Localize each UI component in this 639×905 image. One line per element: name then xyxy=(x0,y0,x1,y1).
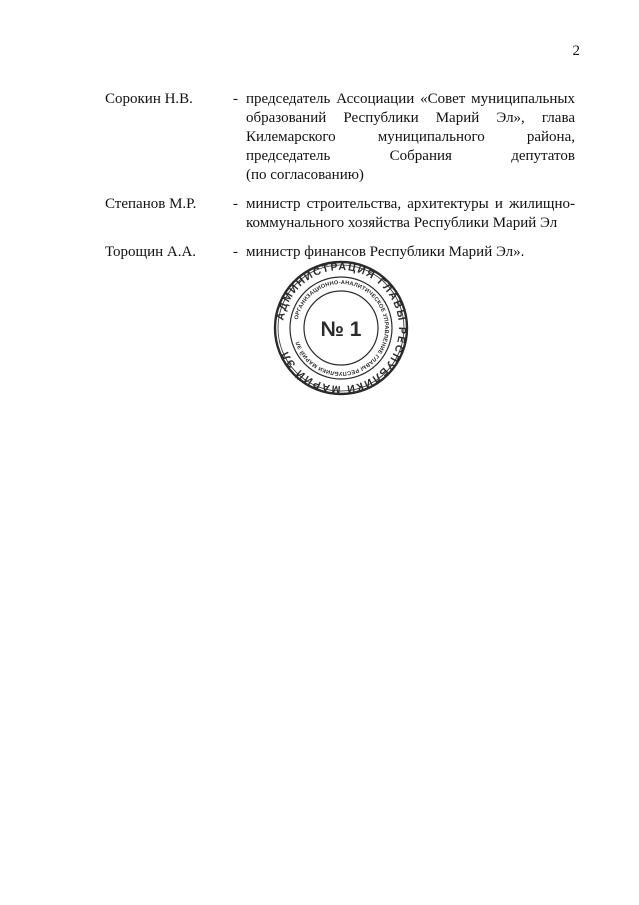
position-line: министр финансов Республики Марий Эл». xyxy=(246,244,525,260)
member-list xyxy=(105,90,575,272)
position-line: Килемарского муниципального района, xyxy=(246,129,575,145)
position-line: образований Республики Марий Эл», глава xyxy=(246,110,575,126)
position-line: министр строительства, архитектуры и жилищно- xyxy=(246,196,575,212)
member-name: Торощин А.А. xyxy=(105,244,197,260)
member-dash: - xyxy=(233,196,238,212)
member-entry-stepanov xyxy=(105,195,575,233)
seal-inner-text-path: ОРГАНИЗАЦИОННО-АНАЛИТИЧЕСКОЕ УПРАВЛЕНИЕ ГЛАВЫ РЕСПУБЛИКИ МАРИЙ ЭЛ xyxy=(293,279,390,377)
seal-outer-text-path: АДМИНИСТРАЦИЯ ГЛАВЫ РЕСПУБЛИКИ МАРИЙ ЭЛ xyxy=(274,260,409,396)
position-line: председатель Ассоциации «Совет муниципальных xyxy=(246,91,575,107)
member-dash: - xyxy=(233,244,238,260)
member-position xyxy=(246,195,575,233)
member-name: Степанов М.Р. xyxy=(105,196,197,212)
member-entry-sorokin xyxy=(105,90,575,185)
member-position xyxy=(246,90,575,185)
position-line: председатель Собрания депутатов xyxy=(246,148,575,164)
official-seal-stamp xyxy=(272,259,410,397)
member-dash: - xyxy=(233,91,238,107)
position-line: (по согласованию) xyxy=(246,167,364,183)
seal-graphic xyxy=(272,259,410,397)
member-name: Сорокин Н.В. xyxy=(105,91,193,107)
page-number: 2 xyxy=(572,43,580,59)
position-line: коммунального хозяйства Республики Марий Эл xyxy=(246,215,558,231)
seal-center-number: № 1 xyxy=(320,318,362,341)
